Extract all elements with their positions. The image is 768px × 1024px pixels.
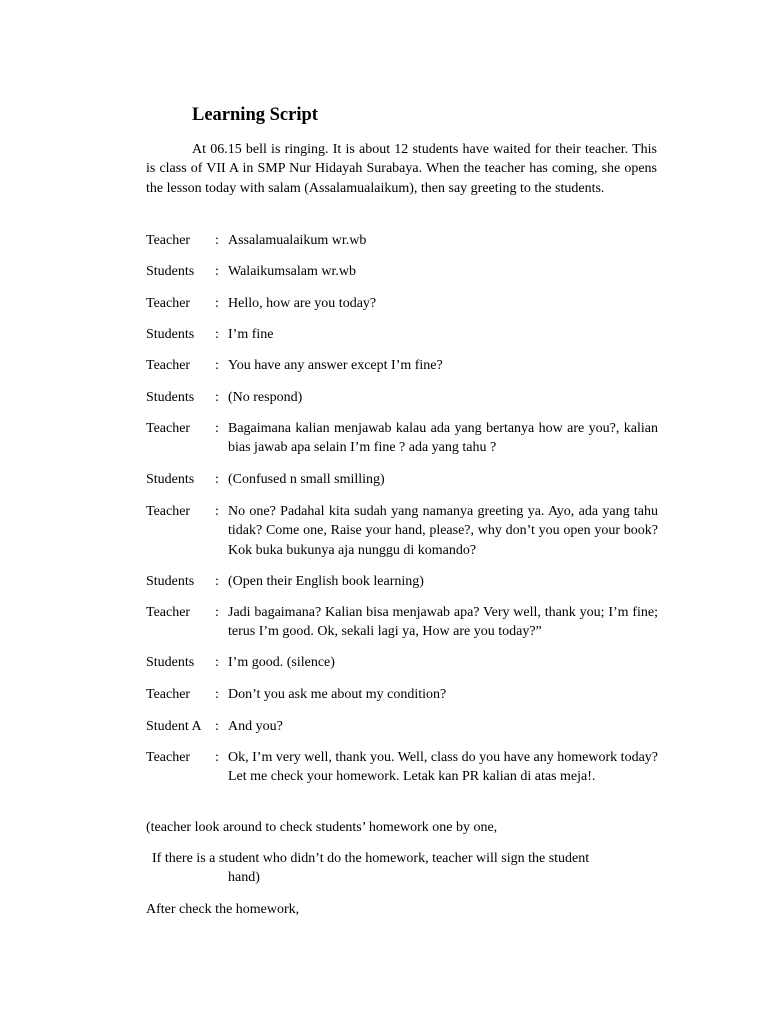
speaker-colon: : [215,605,219,620]
speaker-colon: : [215,750,219,765]
stage-direction-2 [152,849,658,888]
speaker-name: Students [146,655,195,670]
speech-text: (Confused n small smilling) [228,472,385,487]
stage-direction-2-line2: hand) [228,870,260,886]
speaker-colon: : [215,390,219,405]
speaker-colon: : [215,655,219,670]
speech-text: Ok, I’m very well, thank you. Well, class do you have any homework today? Let me check your homework. Letak kan PR kalian di atas meja!. [228,750,658,785]
page-title: Learning Script [192,105,318,125]
speech-text: (Open their English book learning) [228,574,424,589]
speaker-colon: : [215,472,219,487]
speaker-colon: : [215,421,219,436]
speaker-name: Student A [146,719,202,734]
speaker-name: Students [146,264,195,279]
speaker-colon: : [215,719,219,734]
speaker-name: Teacher [146,687,191,702]
speaker-name: Teacher [146,296,191,311]
speaker-colon: : [215,574,219,589]
speaker-colon: : [215,264,219,279]
speech-text: I’m good. (silence) [228,655,335,670]
stage-direction-3: After check the homework, [146,902,300,917]
speech-text: Don’t you ask me about my condition? [228,687,447,702]
speaker-colon: : [215,504,219,519]
speaker-name: Students [146,327,195,342]
speech-text: Hello, how are you today? [228,296,377,311]
speech-text: Bagaimana kalian menjawab kalau ada yang bertanya how are you?, kalian bias jawab apa selain I’m fine ? ada yang tahu ? [228,421,658,456]
speech-text: Walaikumsalam wr.wb [228,264,356,279]
speaker-colon: : [215,233,219,248]
speaker-name: Teacher [146,421,191,436]
speaker-name: Students [146,390,195,405]
speech-text: Jadi bagaimana? Kalian bisa menjawab apa? Very well, thank you; I’m fine; terus I’m good. Ok, sekali lagi ya, How are you today?” [228,605,658,640]
speaker-name: Teacher [146,233,191,248]
speech-text: Assalamualaikum wr.wb [228,233,367,248]
stage-direction-1: (teacher look around to check students’ homework one by one, [146,820,498,835]
speech-text: No one? Padahal kita sudah yang namanya greeting ya. Ayo, ada yang tahu tidak? Come one, Raise your hand, please?, why don’t you open your book? Kok buka bukunya aja nunggu di komando? [228,504,658,558]
speaker-colon: : [215,687,219,702]
intro-paragraph: At 06.15 bell is ringing. It is about 12 students have waited for their teacher. This is class of VII A in SMP Nur Hidayah Surabaya. When the teacher has coming, she opens the lesson today with salam (Assalamualaikum), then say greeting to the students. [146,142,657,196]
speaker-name: Teacher [146,750,191,765]
speaker-name: Students [146,472,195,487]
speech-text: (No respond) [228,390,303,405]
speech-text: You have any answer except I’m fine? [228,358,443,373]
speaker-name: Teacher [146,605,191,620]
speaker-name: Teacher [146,358,191,373]
speaker-colon: : [215,296,219,311]
speaker-colon: : [215,327,219,342]
stage-direction-2-line1: If there is a student who didn’t do the homework, teacher will sign the student [152,851,590,866]
speech-text: I’m fine [228,327,274,342]
speaker-colon: : [215,358,219,373]
speech-text: And you? [228,719,283,734]
speaker-name: Teacher [146,504,191,519]
speaker-name: Students [146,574,195,589]
